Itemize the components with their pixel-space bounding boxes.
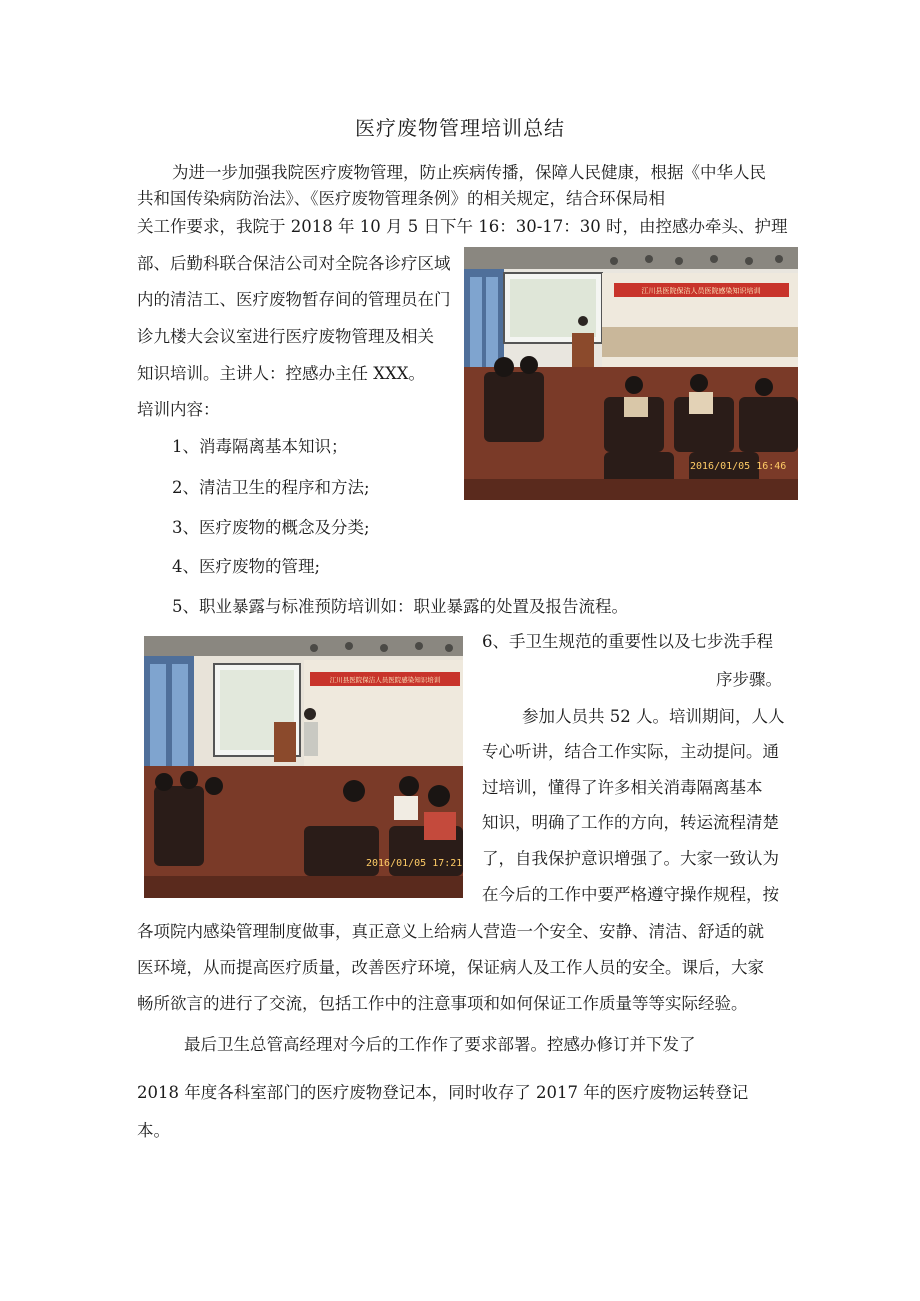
training-photo-1	[464, 247, 798, 500]
intro-line: 内的清洁工、医疗废物暂存间的管理员在门	[137, 290, 451, 309]
closing-line: 最后卫生总管高经理对今后的工作作了要求部署。控感办修订并下发了	[184, 1035, 696, 1054]
content-heading: 培训内容：	[137, 400, 220, 419]
summary-line: 参加人员共 52 人。培训期间，人人	[522, 707, 785, 726]
content-item: 3、医疗废物的概念及分类;	[172, 518, 370, 537]
photo2-timestamp: 2016/01/05 17:21	[366, 858, 463, 869]
content-item: 2、清洁卫生的程序和方法;	[172, 478, 370, 497]
content-item: 5、职业暴露与标准预防培训如：职业暴露的处置及报告流程。	[172, 597, 628, 616]
closing-line: 本。	[137, 1121, 170, 1140]
content-item: 6、手卫生规范的重要性以及七步洗手程	[482, 632, 773, 651]
intro-line: 知识培训。主讲人：控感办主任 XXX。	[137, 364, 425, 383]
summary-line: 了，自我保护意识增强了。大家一致认为	[482, 849, 779, 868]
photo1-timestamp: 2016/01/05 16:46	[690, 461, 787, 472]
summary-line: 各项院内感染管理制度做事，真正意义上给病人营造一个安全、安静、清洁、舒适的就	[137, 922, 764, 941]
intro-line: 诊九楼大会议室进行医疗废物管理及相关	[137, 327, 434, 346]
content-item-continued: 序步骤。	[716, 670, 782, 689]
content-item: 4、医疗废物的管理;	[172, 557, 321, 576]
intro-line: 为进一步加强我院医疗废物管理，防止疾病传播，保障人民健康，根据《中华人民	[172, 163, 766, 182]
intro-line: 关工作要求，我院于 2018 年 10 月 5 日下午 16：30-17：30 时，由控感办牵头、护理	[137, 217, 788, 236]
closing-line: 2018 年度各科室部门的医疗废物登记本，同时收存了 2017 年的医疗废物运转登记	[137, 1083, 749, 1102]
summary-line: 知识，明确了工作的方向，转运流程清楚	[482, 813, 779, 832]
document-title: 医疗废物管理培训总结	[355, 116, 565, 140]
summary-line: 专心听讲，结合工作实际，主动提问。通	[482, 742, 779, 761]
photo2-banner: 江川县医院保洁人员医院感染知识培训	[329, 676, 441, 684]
summary-line: 医环境，从而提高医疗质量，改善医疗环境，保证病人及工作人员的安全。课后，大家	[137, 958, 764, 977]
content-item: 1、消毒隔离基本知识；	[172, 437, 348, 456]
photo1-banner: 江川县医院保洁人员医院感染知识培训	[641, 287, 761, 295]
summary-line: 在今后的工作中要严格遵守操作规程，按	[482, 885, 779, 904]
intro-line: 部、后勤科联合保洁公司对全院各诊疗区域	[137, 254, 451, 273]
training-photo-2	[144, 636, 463, 898]
summary-line: 畅所欲言的进行了交流，包括工作中的注意事项和如何保证工作质量等等实际经验。	[137, 994, 748, 1013]
intro-line: 共和国传染病防治法》、《医疗废物管理条例》的相关规定，结合环保局相	[137, 189, 665, 208]
summary-line: 过培训，懂得了许多相关消毒隔离基本	[482, 778, 763, 797]
